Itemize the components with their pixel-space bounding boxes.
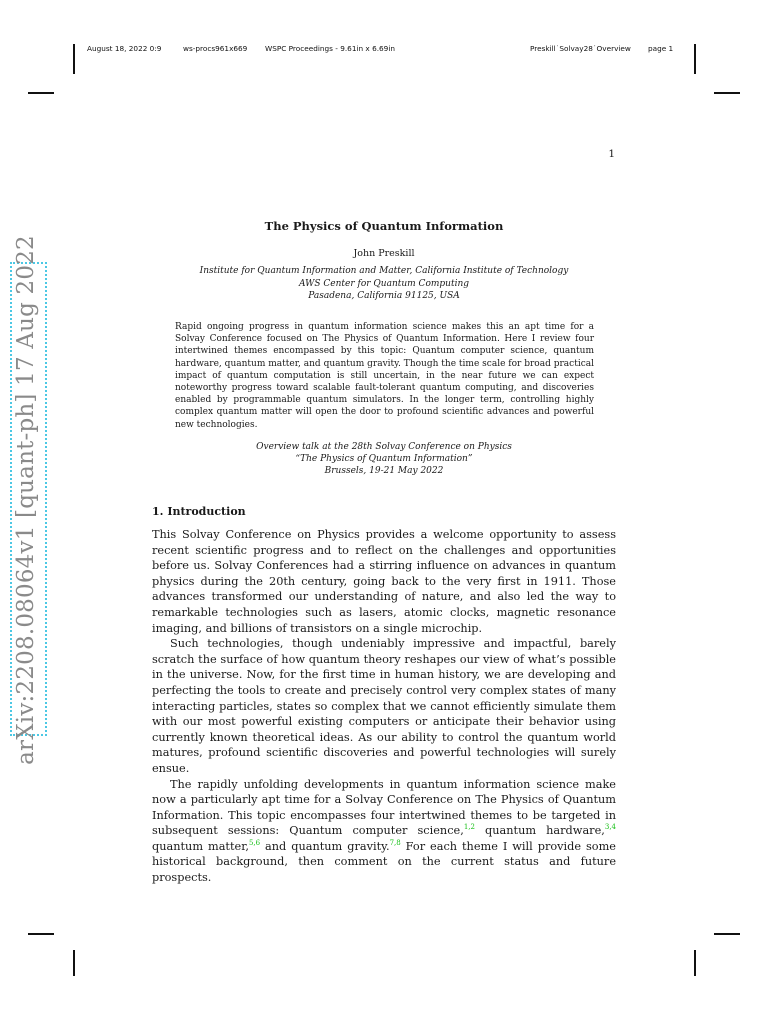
paragraph: Such technologies, though undeniably impressive and impactful, barely scratch the surface of how quantum theory reshapes our view of what’s possible in the universe. Now, for the first time in human history, we are developing and perfecting the tools to create and precisely control very complex states of many interacting particles, states so complex that we cannot efficiently simulate them with our most powerful existing computers or anticipate their behavior using currently known theoretical ideas. As our ability to control the quantum world matures, profound scientific discoveries and powerful technologies will surely ensue. (152, 637, 616, 775)
page-number: 1 (608, 148, 615, 160)
citation-link[interactable]: 5,6 (248, 839, 261, 848)
crop-mark-top-right-vertical (694, 44, 696, 74)
affiliation-line: AWS Center for Quantum Computing (298, 278, 470, 289)
affiliation-line: Institute for Quantum Information and Matter, California Institute of Technology (199, 266, 569, 276)
body-text (152, 527, 616, 886)
arxiv-stamp: arXiv:2208.08064v1 [quant-ph] 17 Aug 2022 (13, 235, 39, 765)
header-page: page 1 (648, 44, 674, 53)
paragraph-text: The rapidly unfolding developments in quantum information science make now a particularly apt time for a Solvay Conference on The Physics of Quantum Information. This topic encompasses four intertwined themes to be targeted in subsequent sessions: Quantum computer science, (152, 777, 616, 838)
affiliation-line: Pasadena, California 91125, USA (308, 291, 460, 301)
crop-mark-bottom-left-horizontal (28, 933, 54, 935)
paragraph (152, 777, 616, 886)
venue-line: “The Physics of Quantum Information” (295, 454, 473, 465)
venue-line: Overview talk at the 28th Solvay Conference on Physics (256, 442, 512, 452)
crop-mark-bottom-left-vertical (73, 950, 75, 976)
crop-mark-top-right-horizontal (714, 92, 740, 94)
header-style: ws-procs961x669 (183, 44, 248, 53)
paper-title: The Physics of Quantum Information (264, 219, 504, 233)
header-date: August 18, 2022 0:9 (87, 44, 162, 53)
author-name: John Preskill (353, 248, 415, 259)
citation-link[interactable]: 7,8 (389, 839, 401, 848)
section-heading: 1. Introduction (152, 505, 246, 518)
crop-mark-bottom-right-horizontal (714, 933, 740, 935)
header-series: WSPC Proceedings - 9.61in x 6.69in (265, 44, 395, 53)
paragraph-text: For each theme I will provide some historical background, then comment on the current status and future prospects. (152, 839, 616, 885)
crop-mark-bottom-right-vertical (694, 950, 696, 976)
citation-link[interactable]: 1,2 (463, 823, 475, 832)
paragraph-text: quantum hardware, (474, 824, 605, 838)
header-file: Preskill˙Solvay28˙Overview (530, 44, 631, 53)
paragraph-text: and quantum gravity. (260, 839, 390, 853)
paragraph: This Solvay Conference on Physics provides a welcome opportunity to assess recent scientific progress and to reflect on the challenges and opportunities before us. Solvay Conferences had a stirring influence on advances in quantum physics during the 20th century, going back to the very first in 1911. Those advances transformed our understanding of nature, and also led the way to remarkable technologies such as lasers, atomic clocks, magnetic resonance imaging, and billions of transistors on a single microchip. (152, 528, 616, 635)
paragraph-text: quantum matter, (152, 839, 249, 853)
venue-note (0, 441, 768, 478)
venue-line: Brussels, 19-21 May 2022 (324, 466, 444, 477)
crop-mark-top-left-horizontal (28, 92, 54, 94)
abstract: Rapid ongoing progress in quantum information science makes this an apt time for a Solvay Conference focused on The Physics of Quantum Information. Here I review four intertwined themes encompassed by this topic: Quantum computer science, quantum hardware, quantum matter, and quantum gravity. Though the time scale for broad practical impact of quantum computation is still uncertain, in the near future we can expect noteworthy progress toward scalable fault-tolerant quantum computing, and discoveries enabled by programmable quantum simulators. In the longer term, controlling highly complex quantum matter will open the door to profound scientific advances and powerful new technologies. (175, 322, 594, 430)
citation-link[interactable]: 3,4 (604, 823, 617, 832)
crop-mark-top-left-vertical (73, 44, 75, 74)
affiliations (0, 265, 768, 303)
